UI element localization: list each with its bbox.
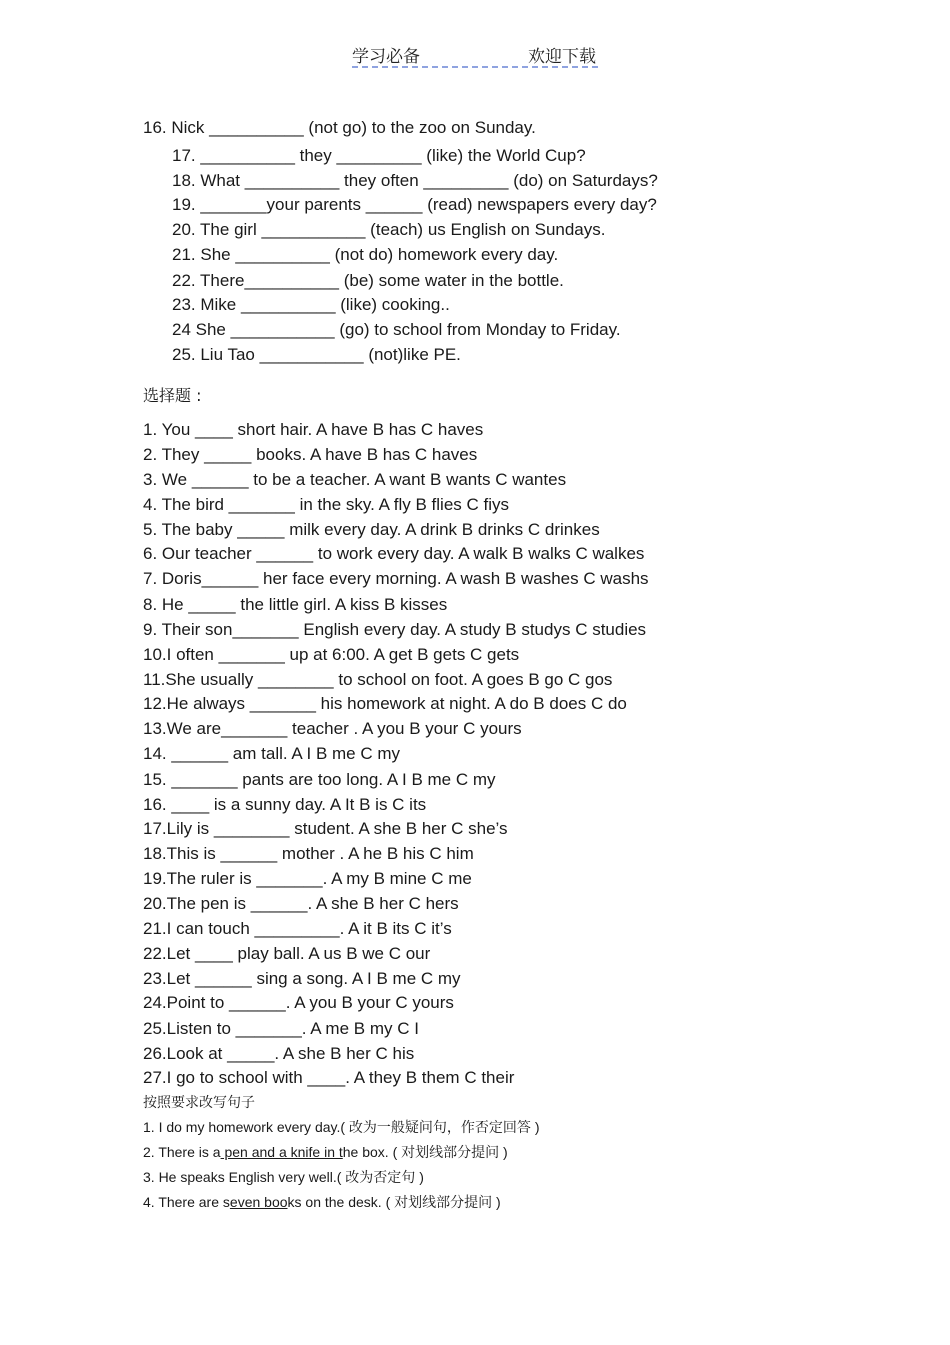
- choice-item: 7. Doris______ her face every morning. A wash B washes C washs: [143, 569, 649, 588]
- rewrite-text: he box. ( 对划线部分提问 ): [342, 1144, 508, 1160]
- header-right-text: 欢迎下载: [528, 47, 596, 67]
- rewrite-text: 2. There is a: [143, 1144, 221, 1160]
- fill-in-item: 16. Nick __________ (not go) to the zoo on Sunday.: [143, 118, 536, 137]
- fill-in-item: 21. She __________ (not do) homework every day.: [172, 245, 559, 264]
- choice-item: 12.He always _______ his homework at night. A do B does C do: [143, 694, 627, 713]
- underlined-text: even boo: [229, 1194, 288, 1210]
- choice-item: 5. The baby _____ milk every day. A drink B drinks C drinkes: [143, 520, 600, 539]
- fill-in-item: 17. __________ they _________ (like) the World Cup?: [172, 146, 586, 165]
- rewrite-text: 4. There are s: [143, 1194, 230, 1210]
- choice-item: 13.We are_______ teacher . A you B your C yours: [143, 719, 522, 738]
- choice-item: 1. You ____ short hair. A have B has C haves: [143, 420, 484, 439]
- choice-item: 19.The ruler is _______. A my B mine C me: [143, 869, 472, 888]
- choice-item: 15. _______ pants are too long. A I B me C my: [143, 770, 496, 789]
- page-header: [352, 42, 598, 68]
- fill-in-item: 24 She ___________ (go) to school from Monday to Friday.: [172, 320, 621, 339]
- choice-item: 22.Let ____ play ball. A us B we C our: [143, 944, 431, 963]
- choice-item: 24.Point to ______. A you B your C yours: [143, 993, 454, 1012]
- rewrite-item: [143, 1168, 424, 1186]
- choice-item: 8. He _____ the little girl. A kiss B kisses: [143, 595, 448, 614]
- choice-item: 14. ______ am tall. A I B me C my: [143, 744, 401, 763]
- choice-item: 6. Our teacher ______ to work every day. A walk B walks C walkes: [143, 544, 645, 563]
- rewrite-text: 改为否定句 ): [341, 1169, 424, 1185]
- rewrite-text: ks on the desk. ( 对划线部分提问 ): [287, 1194, 501, 1210]
- rewrite-heading: 按照要求改写句子: [143, 1095, 255, 1111]
- choice-item: 18.This is ______ mother . A he B his C him: [143, 844, 474, 863]
- choice-item: 16. ____ is a sunny day. A It B is C its: [143, 795, 427, 814]
- choice-item: 4. The bird _______ in the sky. A fly B flies C fiys: [143, 495, 510, 514]
- fill-in-item: 19. _______your parents ______ (read) newspapers every day?: [172, 195, 657, 214]
- choice-item: 26.Look at _____. A she B her C his: [143, 1044, 415, 1063]
- choice-item: 21.I can touch _________. A it B its C it’s: [143, 919, 452, 938]
- fill-in-item: 25. Liu Tao ___________ (not)like PE.: [172, 345, 461, 364]
- choice-item: 17.Lily is ________ student. A she B her C she’s: [143, 819, 508, 838]
- choice-item: 2. They _____ books. A have B has C haves: [143, 445, 478, 464]
- choice-item: 23.Let ______ sing a song. A I B me C my: [143, 969, 461, 988]
- choice-item: 11.She usually ________ to school on foot. A goes B go C gos: [143, 670, 613, 689]
- header-left-text: 学习必备: [352, 47, 420, 67]
- choice-item: 10.I often _______ up at 6:00. A get B gets C gets: [143, 645, 520, 664]
- fill-in-item: 20. The girl ___________ (teach) us English on Sundays.: [172, 220, 606, 239]
- underlined-text: pen and a knife in t: [220, 1144, 343, 1160]
- choice-item: 27.I go to school with ____. A they B them C their: [143, 1068, 515, 1087]
- choice-item: 9. Their son_______ English every day. A study B studys C studies: [143, 620, 647, 639]
- choice-item: 3. We ______ to be a teacher. A want B wants C wantes: [143, 470, 567, 489]
- multiple-choice-heading: 选择题 :: [143, 386, 202, 405]
- choice-item: 20.The pen is ______. A she B her C hers: [143, 894, 459, 913]
- rewrite-text: 1. I do my homework every day.(: [143, 1119, 346, 1135]
- rewrite-item: [143, 1143, 508, 1161]
- choice-item: 25.Listen to _______. A me B my C I: [143, 1019, 419, 1038]
- rewrite-item: [143, 1193, 501, 1211]
- rewrite-text: 改为一般疑问句，作否定回答 ): [345, 1119, 540, 1135]
- fill-in-item: 22. There__________ (be) some water in the bottle.: [172, 271, 564, 290]
- rewrite-item: [143, 1118, 540, 1136]
- fill-in-item: 18. What __________ they often _________ (do) on Saturdays?: [172, 171, 658, 190]
- fill-in-item: 23. Mike __________ (like) cooking..: [172, 295, 450, 314]
- rewrite-text: 3. He speaks English very well.(: [143, 1169, 342, 1185]
